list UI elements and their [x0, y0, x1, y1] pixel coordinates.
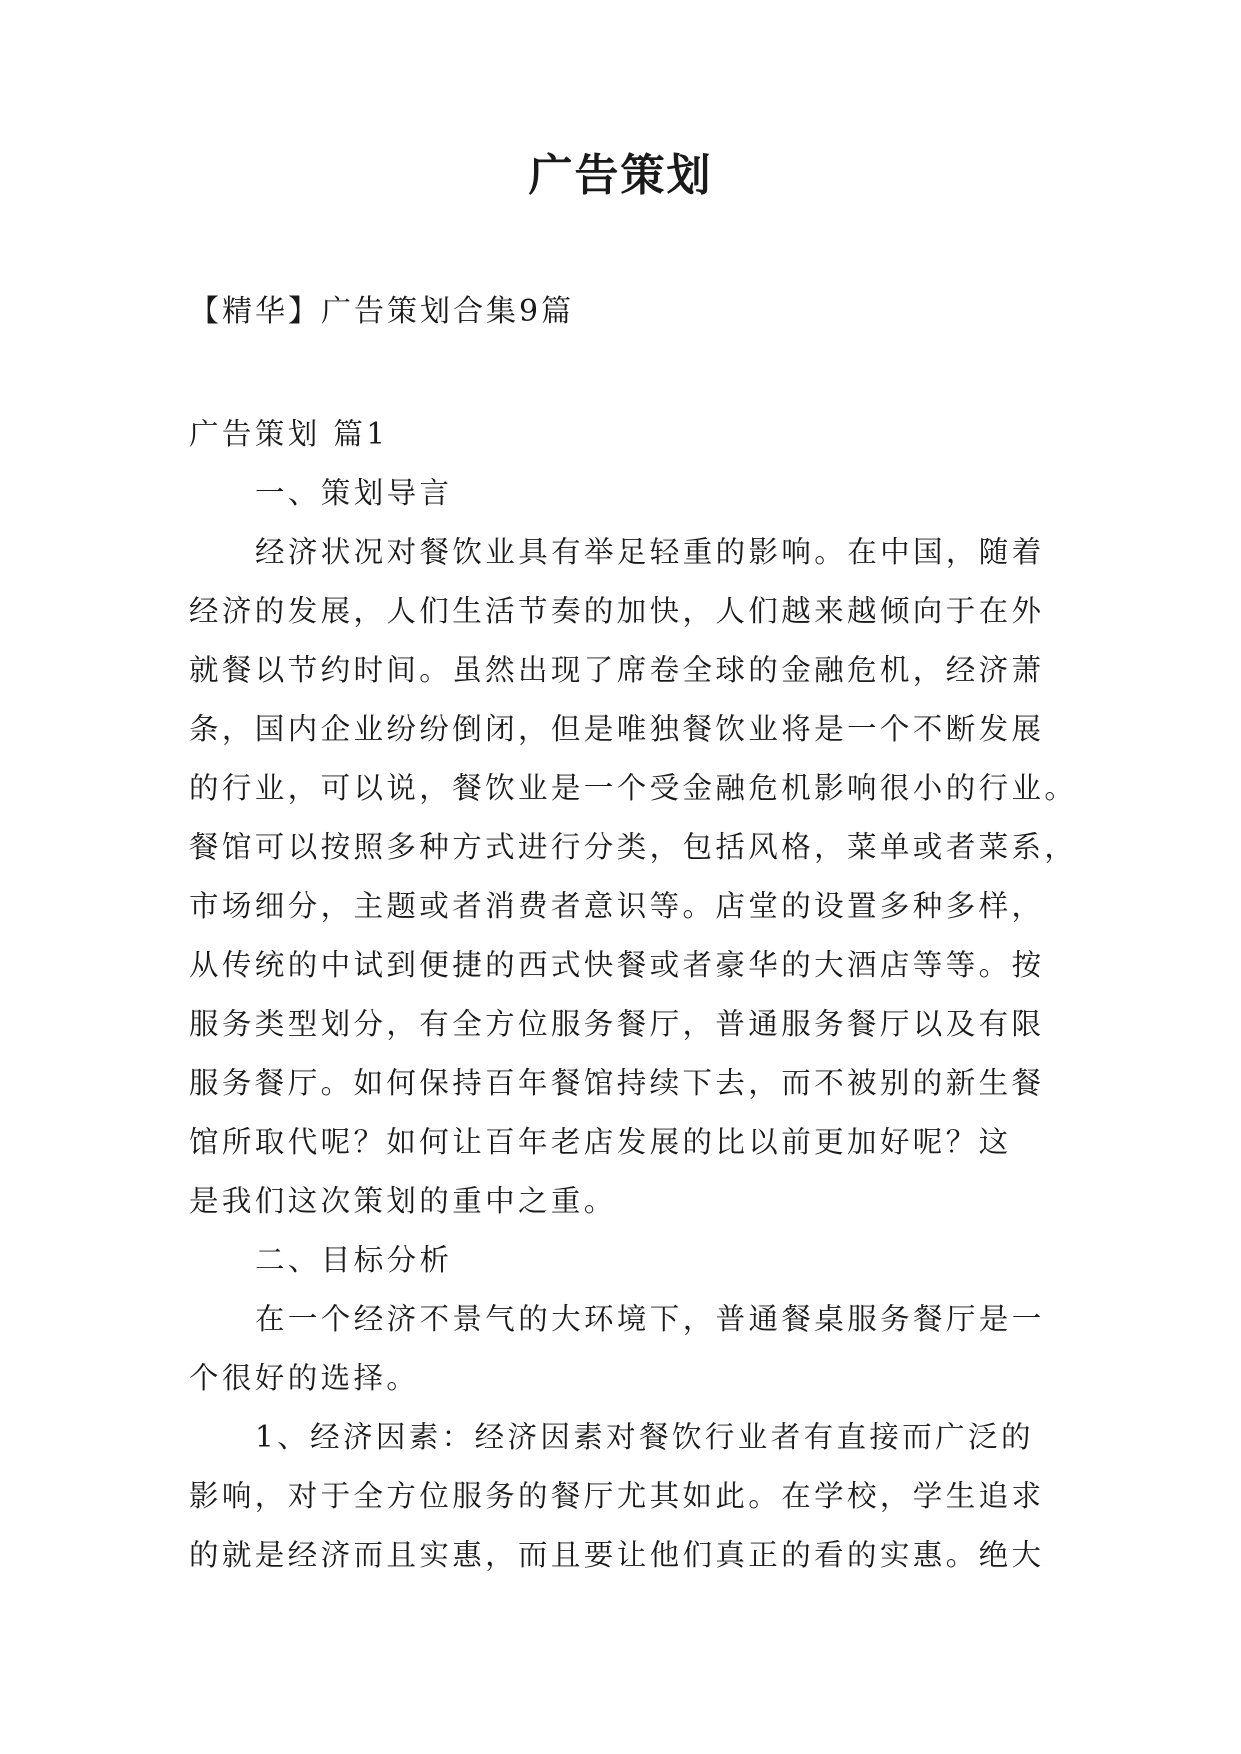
- document-subtitle: 【精华】广告策划合集9篇: [189, 294, 575, 329]
- text-line: 二、目标分析: [255, 1243, 453, 1277]
- text-line: 的行业，可以说，餐饮业是一个受金融危机影响很小的行业。: [189, 771, 1078, 805]
- text-line: 个很好的选择。: [189, 1361, 420, 1395]
- text-line: 服务类型划分，有全方位服务餐厅，普通服务餐厅以及有限: [189, 1007, 1045, 1041]
- text-line: 在一个经济不景气的大环境下，普通餐桌服务餐厅是一: [255, 1302, 1045, 1336]
- document-body: [189, 405, 1078, 1585]
- text-line: 经济的发展，人们生活节奏的加快，人们越来越倾向于在外: [189, 594, 1045, 628]
- document-title: 广告策划: [528, 150, 713, 201]
- text-line: 服务餐厅。如何保持百年餐馆持续下去，而不被别的新生餐: [189, 1066, 1045, 1100]
- text-line: 条，国内企业纷纷倒闭，但是唯独餐饮业将是一个不断发展: [189, 712, 1045, 746]
- text-line: 经济状况对餐饮业具有举足轻重的影响。在中国，随着: [255, 535, 1045, 569]
- text-line: 市场细分，主题或者消费者意识等。店堂的设置多种多样，: [189, 889, 1045, 923]
- text-line: 从传统的中试到便捷的西式快餐或者豪华的大酒店等等。按: [189, 948, 1045, 982]
- text-line: 就餐以节约时间。虽然出现了席卷全球的金融危机，经济萧: [189, 653, 1045, 687]
- text-line: 广告策划 篇1: [189, 417, 389, 451]
- text-line: 一、策划导言: [255, 476, 453, 510]
- text-line: 1、经济因素：经济因素对餐饮行业者有直接而广泛的: [255, 1420, 1034, 1454]
- text-line: 的就是经济而且实惠，而且要让他们真正的看的实惠。绝大: [189, 1538, 1045, 1572]
- text-line: 是我们这次策划的重中之重。: [189, 1184, 617, 1218]
- text-line: 影响，对于全方位服务的餐厅尤其如此。在学校，学生追求: [189, 1479, 1045, 1513]
- text-line: 馆所取代呢？如何让百年老店发展的比以前更加好呢？这: [189, 1125, 1012, 1159]
- text-line: 餐馆可以按照多种方式进行分类，包括风格，菜单或者菜系，: [189, 830, 1078, 864]
